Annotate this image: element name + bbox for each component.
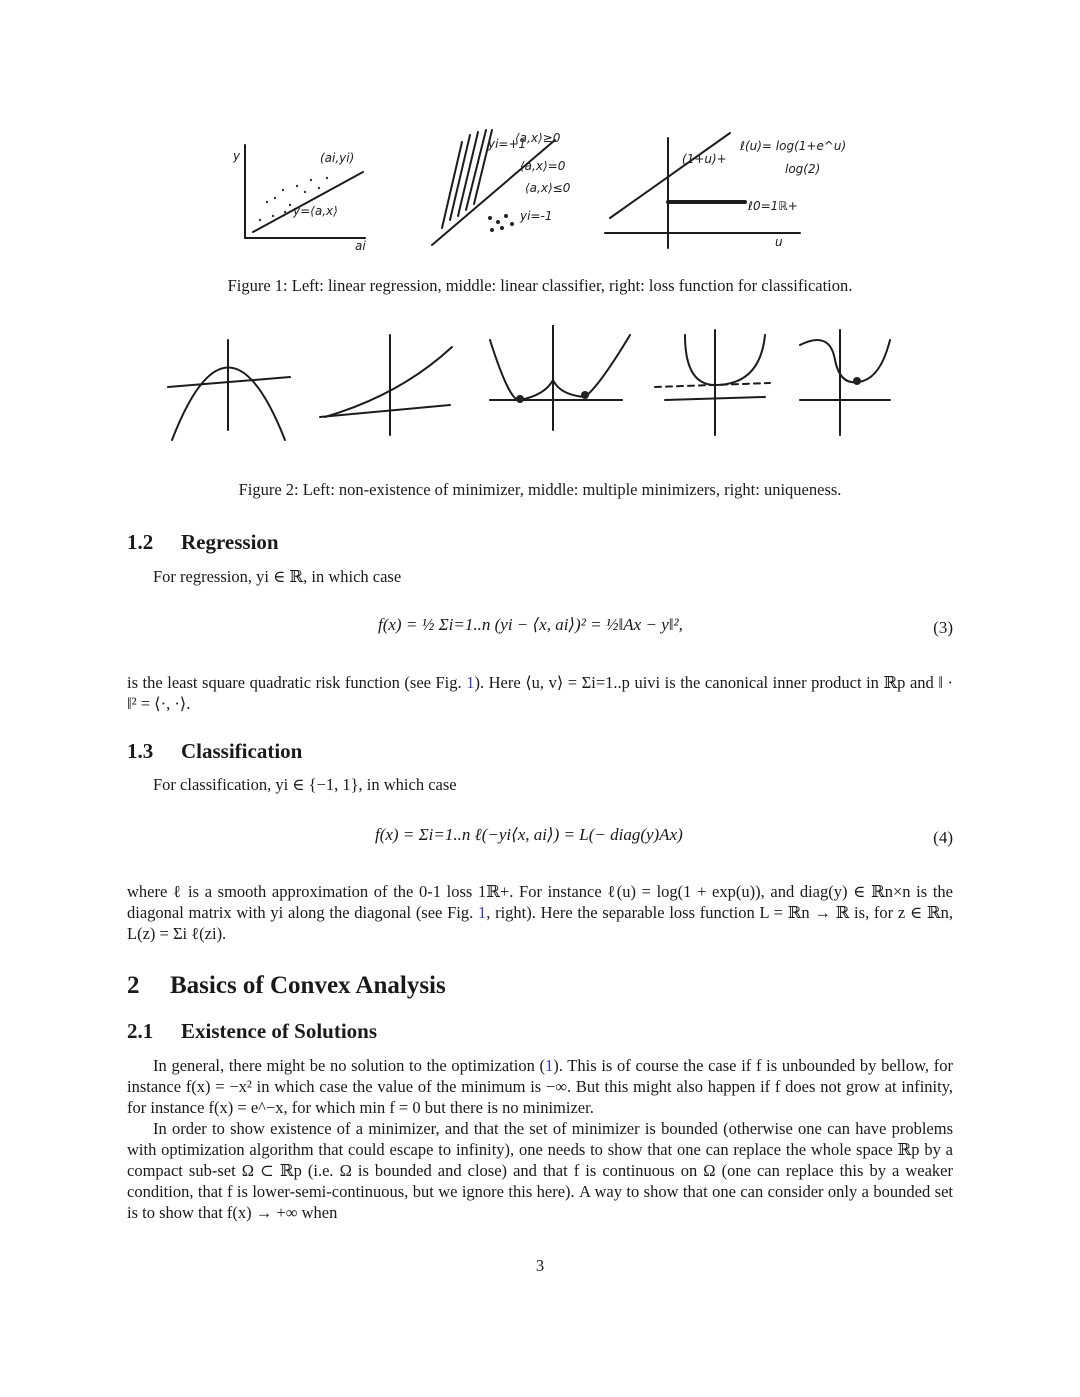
svg-text:y: y: [233, 149, 241, 163]
svg-text:log(2): log(2): [785, 162, 821, 176]
svg-text:yi=+1: yi=+1: [488, 137, 527, 151]
figure1-left-sketch: [215, 120, 375, 255]
figure2-caption: Figure 2: Left: non-existence of minimizer, middle: multiple minimizers, right: uniqueness.: [238, 480, 842, 499]
section-2-1-paragraph-2: In order to show existence of a minimizer, and that the set of minimizer is bounded (otherwise one can have problems with optimization algorithm that could escape to infinity), one needs to show that one can replace the whole space ℝp by a compact sub-set Ω ⊂ ℝp (i.e. Ω is bounded and close) and that f is continuous on Ω (one can replace this by a weaker condition, that f is lower-semi-continuous, but we ignore this here). A way to show that one can consider only a bounded set is to show that f(x) → +∞ when: [127, 1119, 953, 1222]
section-2-1-heading: [127, 1019, 377, 1044]
figure2-panel-increasing: [320, 335, 452, 435]
section-1-3-intro: For classification, yi ∈ {−1, 1}, in which case: [153, 775, 457, 794]
svg-text:(1+u)+: (1+u)+: [682, 152, 727, 166]
section-1-2-text: is the least square quadratic risk function (see Fig. 1). Here ⟨u, v⟩ = Σi=1..p uivi is the canonical inner product in ℝp and ‖ · ‖² = ⟨·, ·⟩.: [127, 673, 954, 713]
section-number: 1.3: [127, 739, 154, 763]
section-title: Basics of Convex Analysis: [170, 972, 446, 999]
section-1-2-intro: For regression, yi ∈ ℝ, in which case: [153, 567, 402, 586]
figure2-panel-flat-bottom: [655, 330, 770, 435]
svg-text:ℓ0=1ℝ+: ℓ0=1ℝ+: [748, 199, 798, 213]
figure1-right-sketch: [600, 118, 850, 258]
svg-text:(ai,yi): (ai,yi): [320, 151, 355, 165]
svg-text:ℓ(u)= log(1+e^u): ℓ(u)= log(1+e^u): [740, 139, 847, 153]
figure-ref-link[interactable]: 1: [466, 673, 475, 692]
equation-number-4: (4): [933, 828, 953, 847]
equation-number-3: (3): [933, 618, 953, 637]
figure1-caption: Figure 1: Left: linear regression, middle: linear classifier, right: loss function for classification.: [227, 276, 853, 295]
equation-4: f(x) = Σi=1..n ℓ(−yi⟨x, ai⟩) = L(− diag(y)Ax): [375, 825, 683, 844]
section-number: 2: [127, 972, 140, 999]
section-title: Existence of Solutions: [181, 1019, 378, 1043]
section-2-heading: [127, 972, 446, 1000]
figure2-panel-nonexistence: [168, 340, 290, 440]
figure2-sketches: [160, 325, 920, 445]
svg-text:u: u: [775, 235, 783, 249]
svg-text:⟨a,x⟩≥0: ⟨a,x⟩≥0: [515, 131, 561, 145]
section-1-3-heading: [127, 739, 302, 764]
figure2-panel-double-well: [490, 325, 630, 430]
section-number: 1.2: [127, 530, 154, 554]
figure1-middle-sketch: [420, 120, 580, 255]
svg-text:⟨a,x⟩=0: ⟨a,x⟩=0: [520, 159, 566, 173]
equation-ref-link[interactable]: 1: [545, 1056, 554, 1075]
section-2-1-paragraph-1: In general, there might be no solution to the optimization (1). This is of course the case if f is unbounded by bellow, for instance f(x) = −x² in which case the value of the minimum is −∞. But this might also happen if f does not grow at infinity, for instance f(x) = e^−x, for which min f = 0 but there is no minimizer.: [127, 1056, 953, 1117]
section-1-3-text: where ℓ is a smooth approximation of the 0-1 loss 1ℝ+. For instance ℓ(u) = log(1 + exp(u)), and diag(y) ∈ ℝn×n is the diagonal matrix with yi along the diagonal (see Fig. 1, right). Here the separable loss function L = ℝn → ℝ is, for z ∈ ℝn, L(z) = Σi ℓ(zi).: [127, 882, 953, 943]
svg-text:⟨a,x⟩≤0: ⟨a,x⟩≤0: [525, 181, 571, 195]
svg-text:yi=-1: yi=-1: [520, 209, 553, 223]
svg-text:ai: ai: [355, 239, 366, 253]
section-number: 2.1: [127, 1019, 154, 1043]
section-title: Regression: [181, 530, 279, 554]
page-number: 3: [535, 1256, 545, 1275]
svg-text:y=⟨a,x⟩: y=⟨a,x⟩: [293, 204, 338, 218]
figure2-panel-uniqueness: [800, 330, 890, 435]
equation-3: f(x) = ½ Σi=1..n (yi − ⟨x, ai⟩)² = ½‖Ax − y‖²,: [378, 615, 683, 634]
section-title: Classification: [181, 739, 303, 763]
section-1-2-heading: [127, 530, 279, 555]
figure-ref-link[interactable]: 1: [477, 903, 487, 922]
